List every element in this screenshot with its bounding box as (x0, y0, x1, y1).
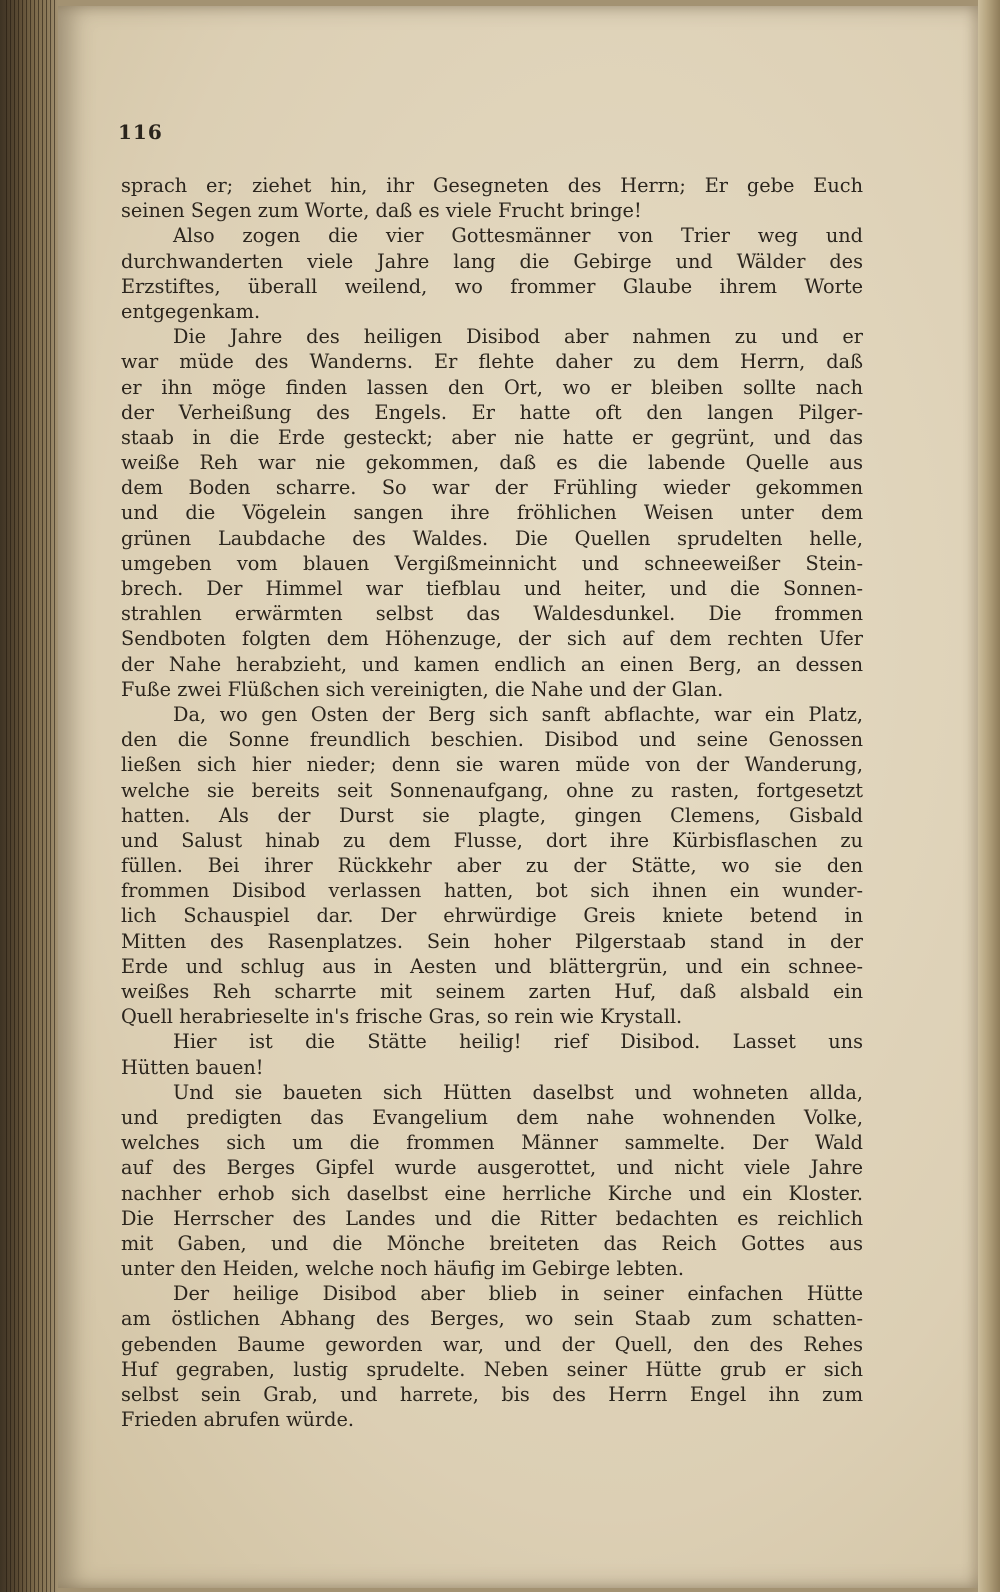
text-line: grünen Laubdache des Waldes. Die Quellen sprudelten helle, (121, 526, 863, 550)
text-line: Der heilige Disibod aber blieb in seiner einfachen Hütte (173, 1282, 863, 1306)
text-line: weißes Reh scharrte mit seinem zarten Huf, daß alsbald ein (121, 980, 863, 1003)
text-line: frommen Disibod verlassen hatten, bot sich ihnen ein wunder- (121, 879, 863, 903)
text-line: war müde des Wanderns. Er flehte daher zu dem Herrn, daß (121, 350, 863, 374)
text-line: Hütten bauen! (121, 1055, 264, 1079)
text-line: Erzstiftes, überall weilend, wo frommer Glaube ihrem Worte (121, 274, 863, 298)
text-line: weiße Reh war nie gekommen, daß es die labende Quelle aus (121, 451, 863, 475)
text-line: Erde und schlug aus in Aesten und blättergrün, und ein schnee- (121, 954, 863, 978)
text-line: unter den Heiden, welche noch häufig im Gebirge lebten. (121, 1257, 684, 1281)
text-line: Huf gegraben, lustig sprudelte. Neben seiner Hütte grub er sich (121, 1357, 863, 1381)
text-line: welches sich um die frommen Männer sammelte. Der Wald (121, 1131, 863, 1155)
text-line: hatten. Als der Durst sie plagte, gingen Clemens, Gisbald (121, 803, 863, 827)
text-line: Die Jahre des heiligen Disibod aber nahmen zu und er (173, 325, 863, 349)
text-line: Fuße zwei Flüßchen sich vereinigten, die Nahe und der Glan. (121, 677, 724, 701)
text-line: der Verheißung des Engels. Er hatte oft den langen Pilger- (121, 400, 863, 424)
text-line: ließen sich hier nieder; denn sie waren müde von der Wanderung, (121, 753, 863, 777)
text-line: staab in die Erde gesteckt; aber nie hatte er gegrünt, und das (121, 425, 863, 449)
text-line: der Nahe herabzieht, und kamen endlich an einen Berg, an dessen (121, 652, 863, 676)
text-line: Und sie baueten sich Hütten daselbst und wohneten allda, (173, 1080, 863, 1104)
body-text (121, 173, 863, 1432)
text-line: füllen. Bei ihrer Rückkehr aber zu der Stätte, wo sie den (121, 854, 863, 878)
text-line: dem Boden scharre. So war der Frühling wieder gekommen (121, 476, 863, 500)
page-edge-right (978, 0, 1000, 1592)
text-line: lich Schauspiel dar. Der ehrwürdige Greis kniete betend in (121, 904, 863, 928)
text-line: Hier ist die Stätte heilig! rief Disibod. Lasset uns (173, 1030, 863, 1054)
text-line: Quell herabrieselte in's frische Gras, so rein wie Krystall. (121, 1005, 683, 1029)
text-line: er ihn möge finden lassen den Ort, wo er bleiben sollte nach (121, 375, 863, 399)
text-line: durchwanderten viele Jahre lang die Gebirge und Wälder des (121, 249, 863, 273)
text-line: brech. Der Himmel war tiefblau und heiter, und die Sonnen- (121, 577, 863, 600)
text-line: und predigten das Evangelium dem nahe wohnenden Volke, (121, 1105, 863, 1129)
text-line: Also zogen die vier Gottesmänner von Trier weg und (173, 224, 863, 248)
text-line: selbst sein Grab, und harrete, bis des Herrn Engel ihn zum (121, 1383, 863, 1406)
text-line: den die Sonne freundlich beschien. Disibod und seine Genossen (121, 728, 863, 752)
text-line: und Salust hinab zu dem Flusse, dort ihre Kürbisflaschen zu (121, 828, 863, 852)
text-line: gebenden Baume geworden war, und der Quell, den des Rehes (121, 1332, 863, 1356)
text-line: und die Vögelein sangen ihre fröhlichen Weisen unter dem (121, 501, 863, 525)
text-line: Da, wo gen Osten der Berg sich sanft abflachte, war ein Platz, (173, 702, 863, 726)
text-line: Mitten des Rasenplatzes. Sein hoher Pilgerstaab stand in der (121, 929, 863, 953)
text-line: mit Gaben, und die Mönche breiteten das Reich Gottes aus (121, 1231, 863, 1255)
page-edges-left (6, 0, 58, 1592)
text-line: Die Herrscher des Landes und die Ritter bedachten es reichlich (121, 1206, 863, 1230)
text-line: nachher erhob sich daselbst eine herrliche Kirche und ein Kloster. (121, 1181, 863, 1205)
text-line: am östlichen Abhang des Berges, wo sein Staab zum schatten- (121, 1307, 863, 1331)
text-line: Sendboten folgten dem Höhenzuge, der sich auf dem rechten Ufer (121, 627, 863, 651)
text-line: sprach er; ziehet hin, ihr Gesegneten des Herrn; Er gebe Euch (121, 174, 863, 197)
text-line: umgeben vom blauen Vergißmeinnicht und schneeweißer Stein- (121, 551, 863, 575)
text-line: auf des Berges Gipfel wurde ausgerottet, und nicht viele Jahre (121, 1156, 863, 1180)
text-line: strahlen erwärmten selbst das Waldesdunkel. Die frommen (121, 602, 863, 626)
text-line: Frieden abrufen würde. (121, 1408, 355, 1432)
text-line: entgegenkam. (121, 299, 261, 323)
page-number: 116 (118, 120, 163, 144)
text-line: welche sie bereits seit Sonnenaufgang, ohne zu rasten, fortgesetzt (121, 778, 863, 802)
text-line: seinen Segen zum Worte, daß es viele Frucht bringe! (121, 199, 642, 223)
